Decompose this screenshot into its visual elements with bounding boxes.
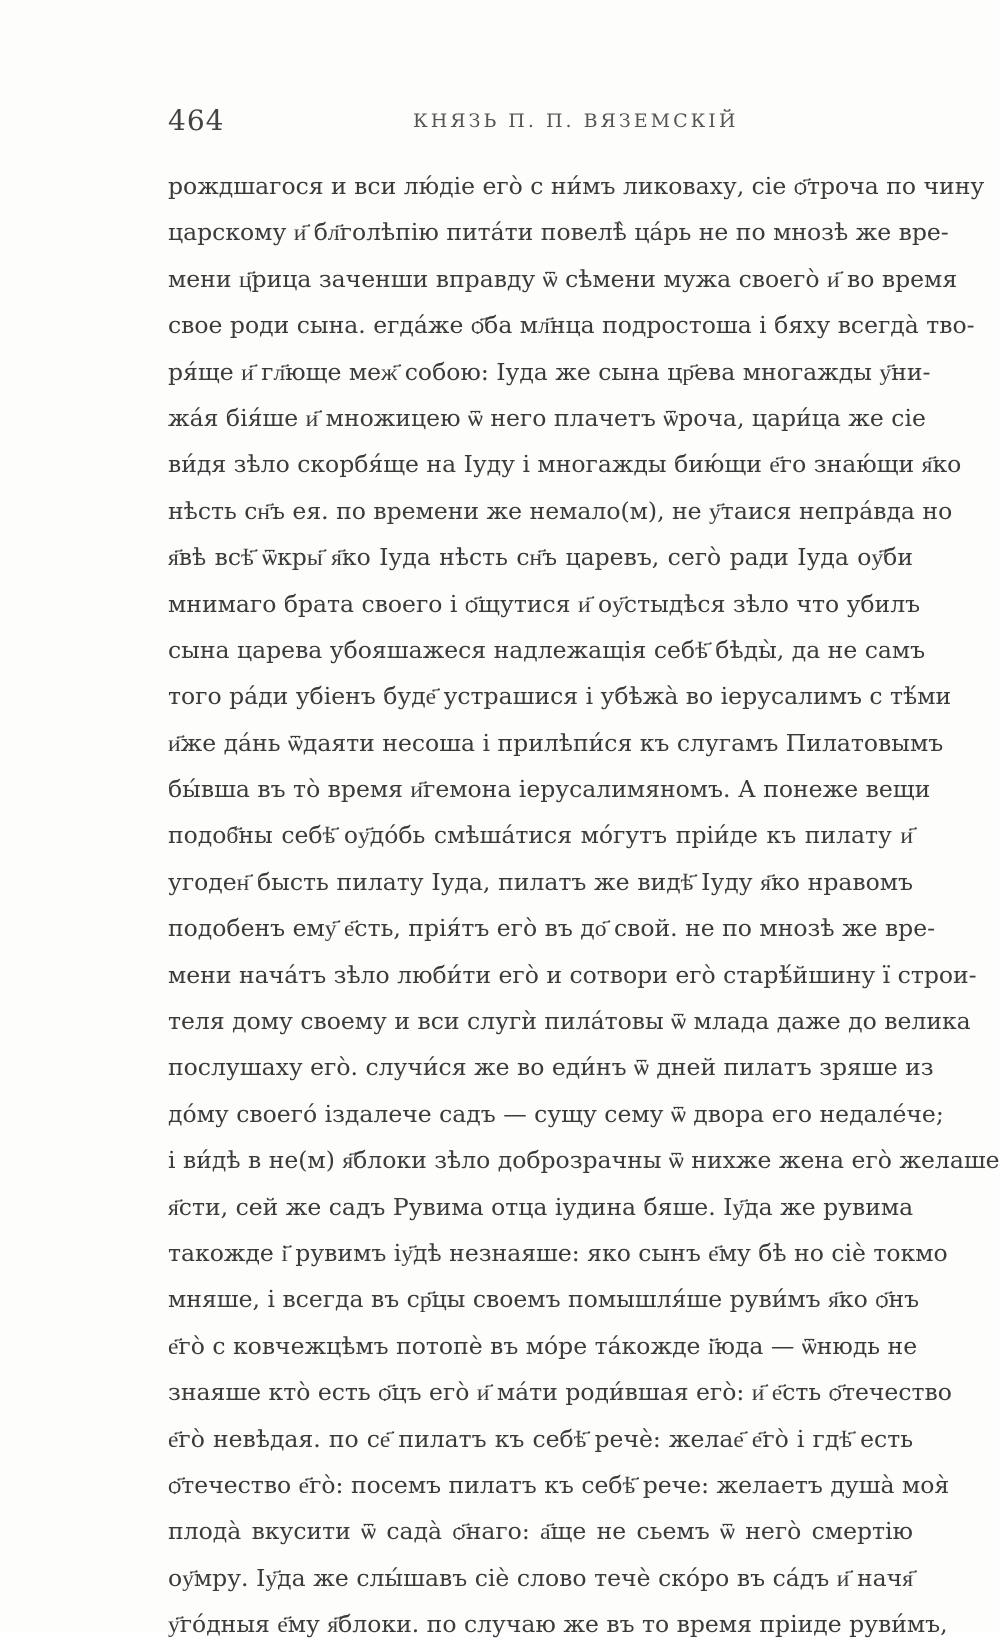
text-line: у҃го́дныя е҃му я҃блоки. по случаю же въ то время пріиде руви́мъ, [168, 1610, 948, 1639]
text-line: ря́ще и҃ гл҃юще меж҃ собою: Іуда же сына цр҃ева многажды у҃ни- [168, 357, 931, 386]
text-line: мнимаго брата своего і ѻ҃щутися и҃ оу҃стыдѣся зѣло что убилъ [168, 589, 921, 618]
text-line: оу҃мру. Іу҃да же слы́шавъ сіѐ слово течѐ ско́ро въ са́дъ и҃ начя҃ [168, 1563, 913, 1592]
text-line: ѻ҃течество е҃го̀: посемъ пилатъ къ себѣ҃ рече: желаетъ душа̀ моя̀ [168, 1470, 950, 1499]
text-line: подобенъ ему҃ е҃сть, прія́тъ его̀ въ до҃ свой. не по мнозѣ же вре- [168, 914, 936, 943]
text-line: угоден҃ бысть пилату Іуда, пилатъ же видѣ҃ Іуду я҃ко нравомъ [168, 867, 913, 896]
text-line: мени нача́тъ зѣло люби́ти его̀ и сотвори его̀ старѣ́йшину ї строи- [168, 960, 977, 989]
text-line: сына царева убояшажеся надлежащія себѣ҃ бѣды̀, да не самъ [168, 635, 926, 664]
text-line: мени ц҃рица заченши вправду ѿ сѣмени мужа своего̀ и҃ во время [168, 264, 958, 293]
text-line: теля дому своему и вси слугѝ пила́товы ѿ млада даже до велика [168, 1007, 971, 1036]
text-line: свое роди сына. егда́же ѻ҃ба мл҃нца подростоша і бяху всегда̀ тво- [168, 311, 975, 340]
text-line: бы́вша въ то̀ время и҃гемона іерусалимяномъ. А понеже вещи [168, 775, 931, 804]
text-line: я҃вѣ всѣ҃ ѿкры҃ я҃ко Іуда нѣсть сн҃ъ царевъ, сего̀ ради Іуда оу҃би [168, 543, 913, 572]
text-line: нѣсть сн҃ъ ея. по времени же немало(м), не у҃таися непра́вда но [168, 496, 953, 525]
text-line: рождшагося и вси лю́діе его̀ с ни́мъ ликоваху, сіе ѻ҃троча по чину [168, 172, 985, 200]
page-number: 464 [168, 104, 225, 137]
text-line: такожде і҃ рувимъ іу҃дѣ незнаяше: яко сынъ е҃му бѣ но сіѐ токмо [168, 1238, 948, 1267]
running-head: КНЯЗЬ П. П. ВЯЗЕМСКІЙ [413, 110, 739, 132]
body-text [168, 163, 1000, 1648]
text-line: и҃же да́нь ѿдаяти несоша і прилѣпи́ся къ слугамъ Пилатовымъ [168, 728, 944, 757]
text-line: царскому и҃ бл҃голѣпію пита́ти повелѣ̀ ца́рь не по мнозѣ же вре- [168, 218, 949, 247]
text-line: е҃го̀ невѣдая. по се҃ пилатъ къ себѣ҃ речѐ: желае҃ е҃го̀ і гдѣ҃ есть [168, 1424, 913, 1453]
text-line: послушаху его̀. случи́ся же во еди́нъ ѿ дней пилатъ зряше из [168, 1053, 934, 1082]
text-line: е҃го̀ с ковчежцѣмъ потопѐ въ мо́ре та́кожде і҃юда — ѿнюдь не [168, 1331, 918, 1360]
text-line: мняше, і всегда въ ср҃цы своемъ помышля́ше руви́мъ я҃ко ѻ҃нъ [168, 1285, 920, 1314]
text-line: плода̀ вкусити ѿ сада̀ ѻ҃наго: а҃ще не сьемъ ѿ него̀ смертію [168, 1517, 913, 1546]
text-line: до́му своего́ іздалече садъ — сущу сему ѿ двора его недале́че; [168, 1099, 944, 1128]
text-line: ви́дя зѣло скорбя́ще на Іуду і многажды бию́щи е҃го знаю́щи я҃ко [168, 450, 962, 479]
text-line: знаяше кто̀ есть ѻ҃цъ его̀ и҃ ма́ти роди́вшая его̀: и҃ е҃сть ѻ҃течество [168, 1378, 952, 1407]
text-line: того ра́ди убіенъ буде҃ устрашися і убѣжа̀ во іерусалимъ с тѣ́ми [168, 682, 952, 711]
text-line: я҃сти, сей же садъ Рувима отца іудина бяше. Іу҃да же рувима [168, 1192, 914, 1221]
text-line: подоб҃ны себѣ҃ оу҃до́бь смѣша́тися мо́гутъ пріи́де къ пилату и҃ [168, 821, 913, 850]
text-line: і ви́дѣ в не(м) я҃блоки зѣло доброзрачны ѿ нихже жена его̀ желаше [168, 1146, 1000, 1175]
text-line: жа́я бія́ше и҃ множицею ѿ него плачетъ ѿроча, цари́ца же сіе [168, 403, 926, 432]
page-header [168, 104, 913, 144]
